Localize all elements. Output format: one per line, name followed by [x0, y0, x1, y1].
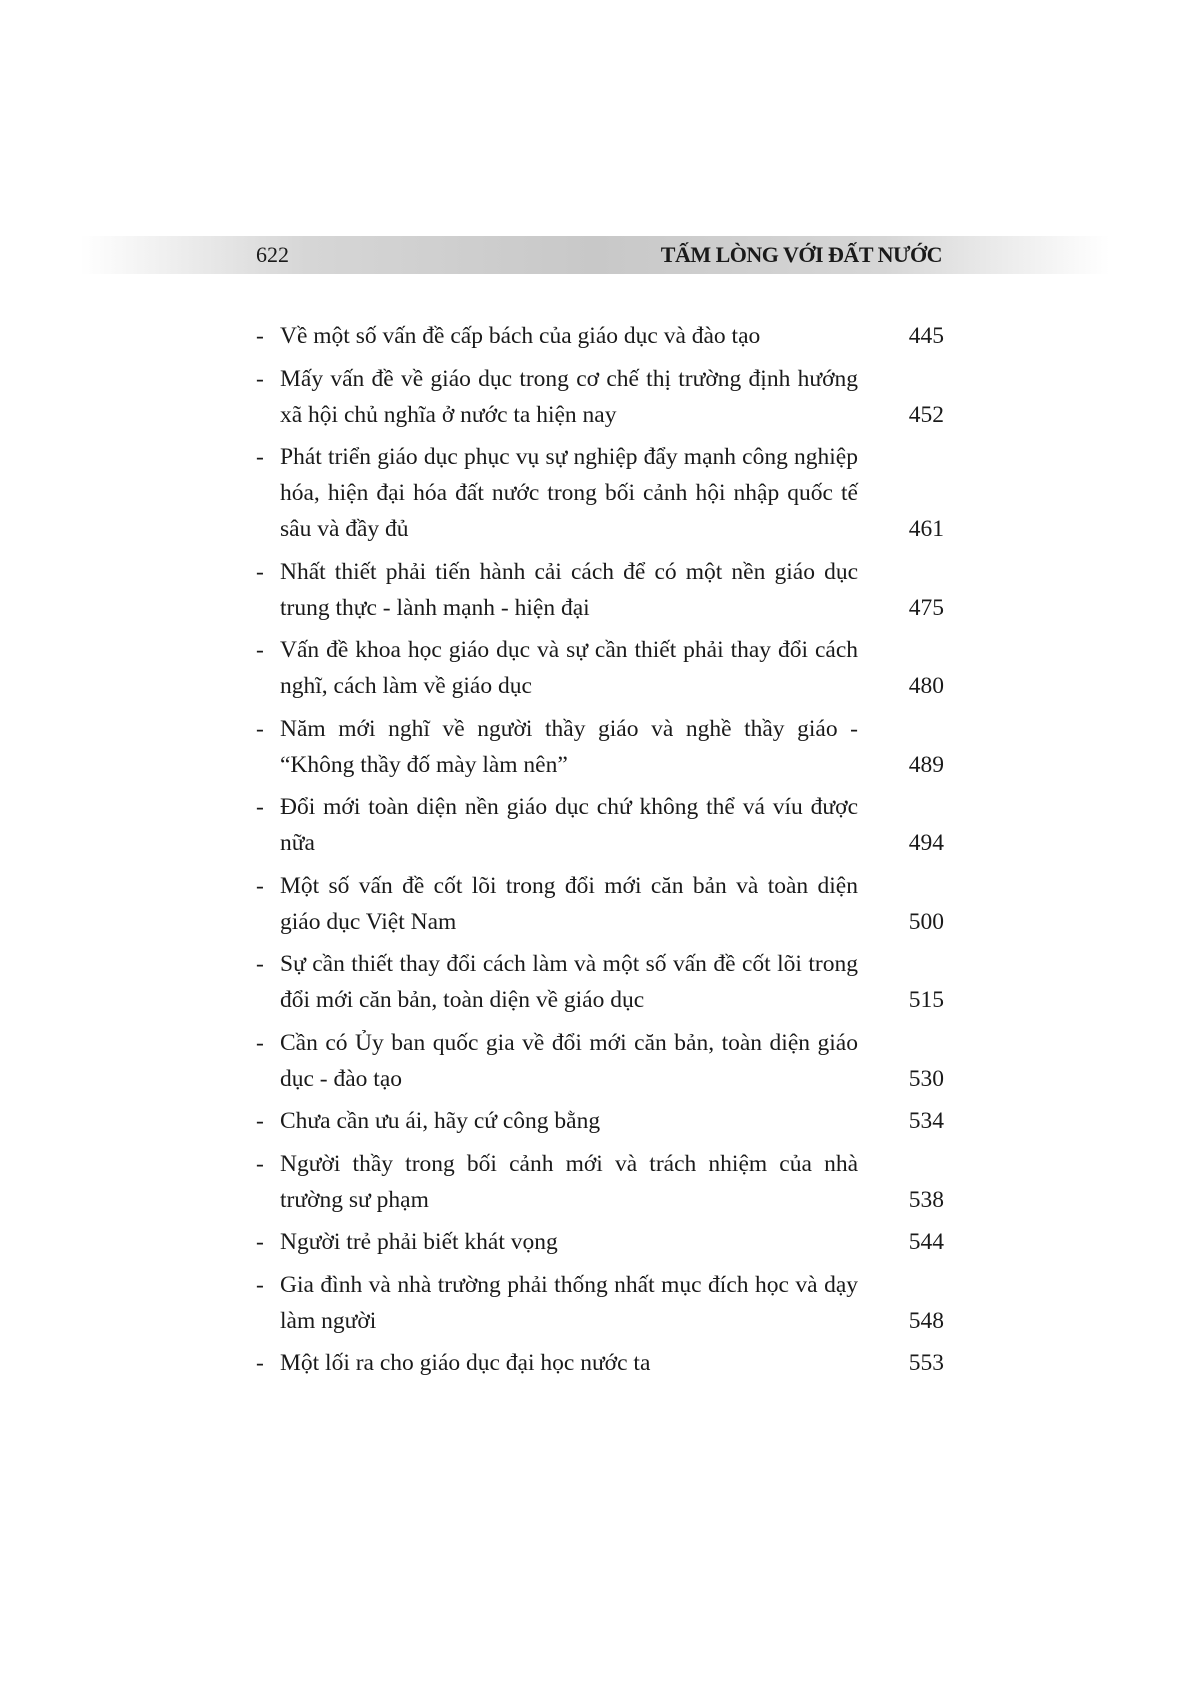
table-of-contents	[256, 318, 944, 1388]
toc-entry-title: Chưa cần ưu ái, hãy cứ công bằng	[280, 1108, 601, 1134]
toc-dash: -	[256, 323, 264, 349]
toc-entry-title: Gia đình và nhà trường phải thống nhất mục đích học và dạy làm người	[280, 1271, 858, 1334]
toc-entry-page: 553	[908, 1350, 944, 1376]
page-number: 622	[256, 242, 289, 267]
toc-entry[interactable]	[256, 439, 944, 547]
toc-entry-title: Cần có Ủy ban quốc gia về đổi mới căn bản, toàn diện giáo dục - đào tạo	[280, 1029, 858, 1092]
toc-dash: -	[256, 637, 264, 663]
toc-dash: -	[256, 1350, 264, 1376]
toc-entry-title: Một số vấn đề cốt lõi trong đổi mới căn bản và toàn diện giáo dục Việt Nam	[280, 872, 858, 935]
toc-entry-page: 480	[908, 673, 944, 699]
toc-entry[interactable]	[256, 1267, 944, 1339]
toc-entry[interactable]	[256, 1146, 944, 1218]
toc-entry-title: Người thầy trong bối cảnh mới và trách nhiệm của nhà trường sư phạm	[280, 1150, 858, 1213]
toc-entry[interactable]	[256, 361, 944, 433]
toc-dash: -	[256, 1150, 264, 1177]
toc-dash: -	[256, 558, 264, 585]
toc-entry-page: 500	[908, 908, 944, 935]
toc-entry[interactable]	[256, 711, 944, 783]
toc-dash: -	[256, 951, 264, 977]
toc-dash: -	[256, 365, 264, 392]
toc-entry[interactable]	[256, 946, 944, 1018]
toc-dash: -	[256, 1029, 264, 1056]
toc-entry-page: 530	[908, 1065, 944, 1092]
toc-entry-title: Về một số vấn đề cấp bách của giáo dục và đào tạo	[280, 323, 761, 349]
toc-entry[interactable]	[256, 789, 944, 861]
toc-entry-page: 534	[908, 1108, 944, 1134]
toc-entry-title: Sự cần thiết thay đổi cách làm và một số vấn đề cốt lõi trong đổi mới căn bản, toàn diện về giáo dục	[280, 951, 858, 1013]
toc-dash: -	[256, 444, 264, 470]
toc-entry-page: 489	[908, 751, 944, 778]
toc-entry-title: Người trẻ phải biết khát vọng	[280, 1229, 558, 1255]
toc-dash: -	[256, 715, 264, 742]
toc-entry-page: 475	[908, 594, 944, 621]
toc-entry-title: Nhất thiết phải tiến hành cải cách để có một nền giáo dục trung thực - lành mạnh - hiện đại	[280, 558, 858, 621]
toc-entry[interactable]	[256, 1345, 944, 1381]
toc-dash: -	[256, 1229, 264, 1255]
toc-entry-page: 445	[908, 323, 944, 349]
toc-entry[interactable]	[256, 868, 944, 940]
running-header-band	[80, 236, 1110, 274]
toc-entry-page: 494	[908, 830, 944, 856]
toc-entry-title: Mấy vấn đề về giáo dục trong cơ chế thị trường định hướng xã hội chủ nghĩa ở nước ta hiện nay	[280, 365, 858, 428]
toc-entry-page: 544	[908, 1229, 944, 1255]
toc-entry[interactable]	[256, 318, 944, 354]
toc-dash: -	[256, 794, 264, 820]
book-title: TẤM LÒNG VỚI ĐẤT NƯỚC	[660, 242, 942, 267]
toc-entry-title: Phát triển giáo dục phục vụ sự nghiệp đẩy mạnh công nghiệp hóa, hiện đại hóa đất nước trong bối cảnh hội nhập quốc tế sâu và đầy đủ	[280, 444, 858, 542]
toc-entry-title: Một lối ra cho giáo dục đại học nước ta	[280, 1350, 651, 1376]
toc-entry-title: Vấn đề khoa học giáo dục và sự cần thiết phải thay đổi cách nghĩ, cách làm về giáo dục	[280, 637, 858, 699]
toc-dash: -	[256, 1271, 264, 1298]
toc-entry-page: 452	[908, 401, 944, 428]
toc-entry-title: Đổi mới toàn diện nền giáo dục chứ không thể vá víu được nữa	[280, 794, 858, 856]
toc-entry[interactable]	[256, 1103, 944, 1139]
toc-dash: -	[256, 1108, 264, 1134]
toc-entry[interactable]	[256, 554, 944, 626]
toc-entry[interactable]	[256, 1025, 944, 1097]
toc-entry[interactable]	[256, 1224, 944, 1260]
toc-entry-page: 538	[908, 1186, 944, 1213]
toc-entry[interactable]	[256, 632, 944, 704]
toc-entry-title: Năm mới nghĩ về người thầy giáo và nghề thầy giáo - “Không thầy đố mày làm nên”	[280, 715, 858, 778]
toc-entry-page: 548	[908, 1307, 944, 1334]
toc-dash: -	[256, 872, 264, 899]
toc-entry-page: 515	[908, 987, 944, 1013]
toc-entry-page: 461	[908, 516, 944, 542]
